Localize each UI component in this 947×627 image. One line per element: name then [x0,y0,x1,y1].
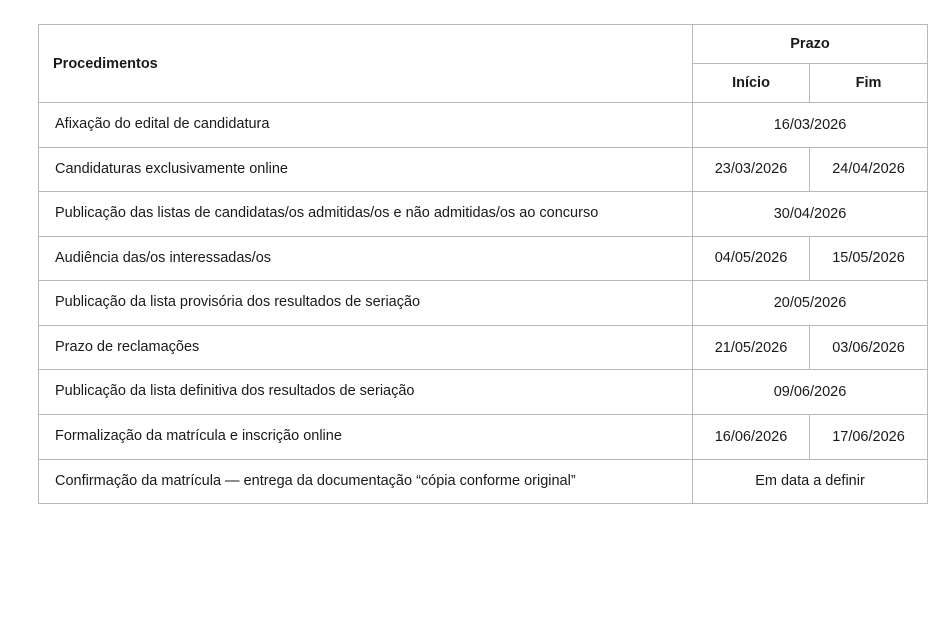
cell-date-end: 03/06/2026 [810,325,928,370]
cell-procedure: Afixação do edital de candidatura [39,103,693,148]
cell-date-span: 20/05/2026 [693,281,928,326]
cell-date-start: 04/05/2026 [693,236,810,281]
cell-date-end: 24/04/2026 [810,147,928,192]
table-row [39,192,928,237]
table-row [39,325,928,370]
cell-procedure: Confirmação da matrícula — entrega da documentação “cópia conforme original” [39,459,693,504]
table-row [39,459,928,504]
cell-date-end: 17/06/2026 [810,414,928,459]
table-header-row-1 [39,25,928,64]
table-body [39,103,928,504]
cell-procedure: Formalização da matrícula e inscrição online [39,414,693,459]
column-header-procedures: Procedimentos [39,25,693,103]
cell-date-span: 16/03/2026 [693,103,928,148]
cell-date-span: Em data a definir [693,459,928,504]
cell-procedure: Prazo de reclamações [39,325,693,370]
cell-date-span: 30/04/2026 [693,192,928,237]
cell-date-start: 21/05/2026 [693,325,810,370]
cell-date-start: 23/03/2026 [693,147,810,192]
table-row [39,414,928,459]
cell-procedure: Publicação da lista definitiva dos resultados de seriação [39,370,693,415]
table-row [39,236,928,281]
table-row [39,103,928,148]
schedule-table [38,24,928,504]
cell-procedure: Publicação da lista provisória dos resultados de seriação [39,281,693,326]
column-header-start: Início [693,64,810,103]
cell-procedure: Candidaturas exclusivamente online [39,147,693,192]
cell-date-end: 15/05/2026 [810,236,928,281]
cell-date-span: 09/06/2026 [693,370,928,415]
column-header-end: Fim [810,64,928,103]
cell-procedure: Publicação das listas de candidatas/os admitidas/os e não admitidas/os ao concurso [39,192,693,237]
table-row [39,281,928,326]
cell-date-start: 16/06/2026 [693,414,810,459]
table-row [39,370,928,415]
cell-procedure: Audiência das/os interessadas/os [39,236,693,281]
table-header [39,25,928,103]
column-header-deadline: Prazo [693,25,928,64]
table-row [39,147,928,192]
